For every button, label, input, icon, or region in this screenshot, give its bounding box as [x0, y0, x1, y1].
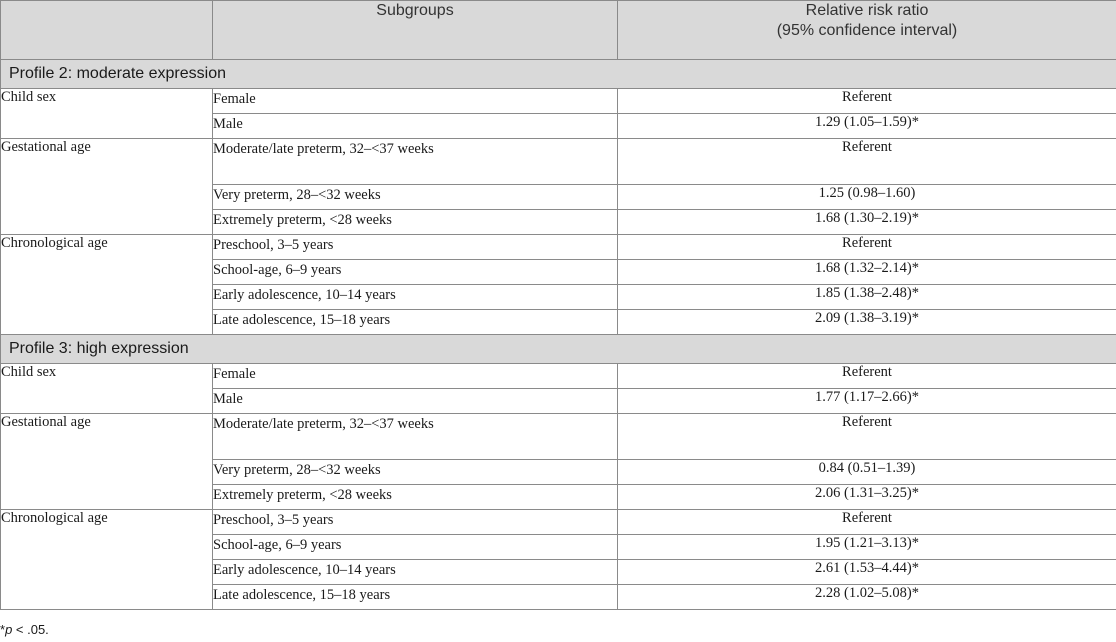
subgroup-cell: Extremely preterm, <28 weeks: [213, 485, 618, 510]
header-relative-risk-line1: Relative risk ratio: [805, 2, 929, 19]
risk-ratio-cell: 2.06 (1.31–3.25)*: [618, 485, 1116, 510]
group-label: Gestational age: [1, 414, 213, 510]
table-row: [1, 414, 1116, 460]
group-label: Chronological age: [1, 235, 213, 335]
table-row: [1, 235, 1116, 260]
header-relative-risk: [618, 1, 1116, 60]
subgroup-cell: Very preterm, 28–<32 weeks: [213, 185, 618, 210]
risk-ratio-cell: Referent: [618, 510, 1116, 535]
footnote-p: p: [5, 622, 13, 637]
table-row: [1, 510, 1116, 535]
risk-ratio-cell: 1.85 (1.38–2.48)*: [618, 285, 1116, 310]
table-body: [1, 60, 1116, 610]
risk-ratio-cell: 0.84 (0.51–1.39): [618, 460, 1116, 485]
subgroup-cell: Female: [213, 364, 618, 389]
group-label: Gestational age: [1, 139, 213, 235]
risk-ratio-cell: 2.09 (1.38–3.19)*: [618, 310, 1116, 335]
risk-ratio-cell: 2.28 (1.02–5.08)*: [618, 585, 1116, 610]
risk-ratio-cell: Referent: [618, 139, 1116, 185]
risk-ratio-cell: 1.68 (1.32–2.14)*: [618, 260, 1116, 285]
subgroup-cell: Male: [213, 389, 618, 414]
risk-ratio-cell: 1.68 (1.30–2.19)*: [618, 210, 1116, 235]
risk-ratio-cell: 1.77 (1.17–2.66)*: [618, 389, 1116, 414]
section-title: Profile 3: high expression: [1, 335, 1116, 364]
subgroup-cell: Preschool, 3–5 years: [213, 510, 618, 535]
table-row: [1, 364, 1116, 389]
subgroup-cell: Moderate/late preterm, 32–<37 weeks: [213, 139, 618, 185]
section-row: [1, 335, 1116, 364]
subgroup-cell: Early adolescence, 10–14 years: [213, 560, 618, 585]
risk-ratio-cell: Referent: [618, 414, 1116, 460]
footnote: [0, 622, 49, 637]
risk-ratio-cell: 1.25 (0.98–1.60): [618, 185, 1116, 210]
risk-ratio-cell: 2.61 (1.53–4.44)*: [618, 560, 1116, 585]
section-row: [1, 60, 1116, 89]
subgroup-cell: School-age, 6–9 years: [213, 260, 618, 285]
risk-ratio-cell: Referent: [618, 235, 1116, 260]
table-row: [1, 139, 1116, 185]
subgroup-cell: Preschool, 3–5 years: [213, 235, 618, 260]
group-label: Child sex: [1, 364, 213, 414]
risk-ratio-cell: 1.29 (1.05–1.59)*: [618, 114, 1116, 139]
header-relative-risk-line2: (95% confidence interval): [776, 22, 958, 39]
subgroup-cell: Late adolescence, 15–18 years: [213, 310, 618, 335]
header-empty-cell: [1, 1, 213, 60]
table-row: [1, 89, 1116, 114]
subgroup-cell: Moderate/late preterm, 32–<37 weeks: [213, 414, 618, 460]
risk-ratio-cell: 1.95 (1.21–3.13)*: [618, 535, 1116, 560]
subgroup-cell: Extremely preterm, <28 weeks: [213, 210, 618, 235]
header-subgroups: Subgroups: [213, 1, 618, 60]
group-label: Child sex: [1, 89, 213, 139]
risk-ratio-cell: Referent: [618, 89, 1116, 114]
subgroup-cell: Very preterm, 28–<32 weeks: [213, 460, 618, 485]
subgroup-cell: Female: [213, 89, 618, 114]
group-label: Chronological age: [1, 510, 213, 610]
footnote-star: *: [0, 622, 6, 637]
table-header-row: [1, 1, 1116, 60]
section-title: Profile 2: moderate expression: [1, 60, 1116, 89]
risk-ratio-cell: Referent: [618, 364, 1116, 389]
subgroup-cell: Early adolescence, 10–14 years: [213, 285, 618, 310]
subgroup-cell: Late adolescence, 15–18 years: [213, 585, 618, 610]
subgroup-cell: Male: [213, 114, 618, 139]
subgroup-cell: School-age, 6–9 years: [213, 535, 618, 560]
footnote-text: < .05.: [12, 622, 49, 637]
